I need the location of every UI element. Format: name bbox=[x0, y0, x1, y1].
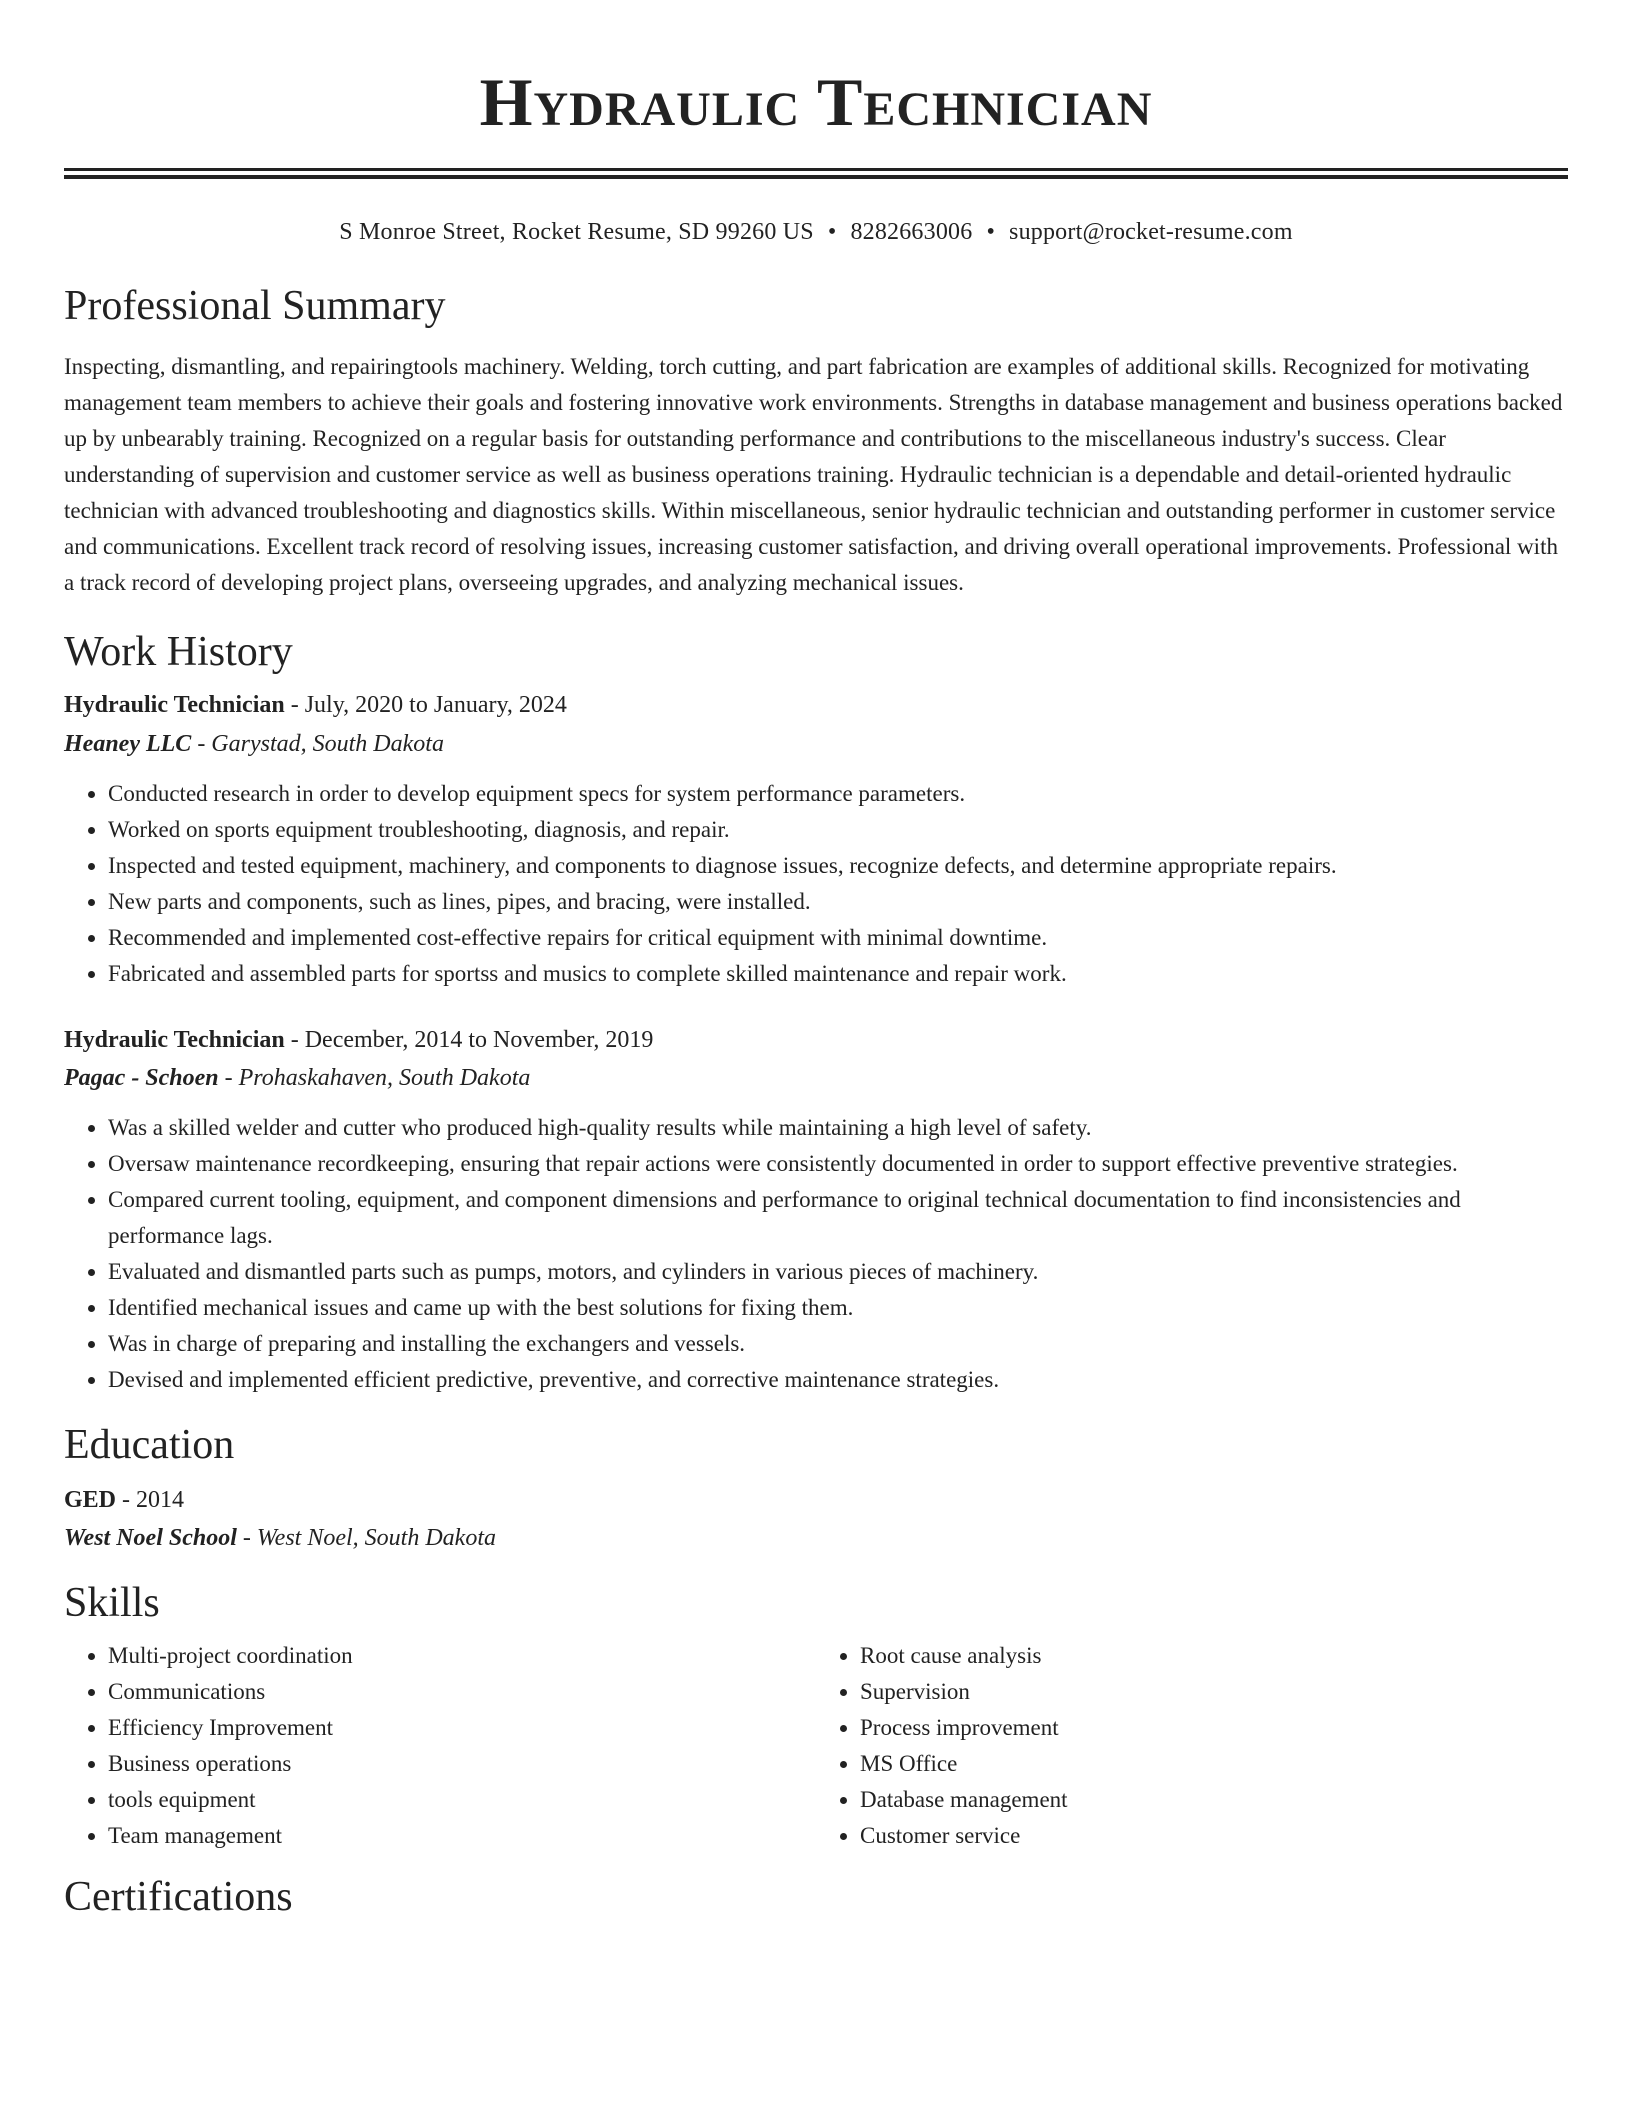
resume-name: Hydraulic Technician bbox=[479, 64, 1153, 140]
list-item: • Evaluated and dismantled parts such as pumps, motors, and cylinders in various pieces of machinery. bbox=[108, 1254, 1568, 1290]
job-bullets bbox=[64, 776, 1568, 992]
education-heading: Education bbox=[64, 1422, 235, 1468]
skills-column-right bbox=[816, 1638, 1568, 1854]
list-item: • Was in charge of preparing and installing the exchangers and vessels. bbox=[108, 1326, 1568, 1362]
skill-item: • tools equipment bbox=[108, 1782, 816, 1818]
resume-page bbox=[64, 0, 1568, 1922]
list-item: • Identified mechanical issues and came up with the best solutions for fixing them. bbox=[108, 1290, 1568, 1326]
job-dates: - July, 2020 to January, 2024 bbox=[284, 692, 567, 718]
skill-item: • Business operations bbox=[108, 1746, 816, 1782]
skill-item: • Customer service bbox=[860, 1818, 1568, 1854]
summary-text: Inspecting, dismantling, and repairingtools machinery. Welding, torch cutting, and part fabrication are examples of additional skills. Recognized for motivating management team members to achieve their goals and fostering innovative work environments. Strengths in database management and business operations backed up by unbearably training. Recognized on a regular basis for outstanding performance and contributions to the miscellaneous industry's success. Clear understanding of supervision and customer service as well as business operations training. Hydraulic technician is a dependable and detail-oriented hydraulic technician with advanced troubleshooting and diagnostics skills. Within miscellaneous, senior hydraulic technician and outstanding performer in customer service and communications. Excellent track record of resolving issues, increasing customer satisfaction, and driving overall operational improvements. Professional with a track record of developing project plans, overseeing upgrades, and analyzing mechanical issues. bbox=[64, 354, 1563, 595]
education-degree-line bbox=[64, 1482, 1568, 1518]
skill-item: • Communications bbox=[108, 1674, 816, 1710]
job-company: Heaney LLC bbox=[64, 731, 192, 757]
list-item: • Worked on sports equipment troubleshooting, diagnosis, and repair. bbox=[108, 812, 1568, 848]
skill-item: • Supervision bbox=[860, 1674, 1568, 1710]
list-item: • Devised and implemented efficient predictive, preventive, and corrective maintenance strategies. bbox=[108, 1362, 1568, 1398]
list-item: • Oversaw maintenance recordkeeping, ensuring that repair actions were consistently documented in order to support effective preventive strategies. bbox=[108, 1146, 1568, 1182]
contact-separator: • bbox=[986, 219, 996, 245]
contact-separator: • bbox=[827, 219, 837, 245]
skill-item: • Multi-project coordination bbox=[108, 1638, 816, 1674]
list-item: • Was a skilled welder and cutter who produced high-quality results while maintaining a high level of safety. bbox=[108, 1110, 1568, 1146]
skills-grid bbox=[64, 1638, 1568, 1854]
job-bullets bbox=[64, 1110, 1568, 1398]
education-school-line bbox=[64, 1520, 1568, 1556]
list-item: • Inspected and tested equipment, machinery, and components to diagnose issues, recognize defects, and determine appropriate repairs. bbox=[108, 848, 1568, 884]
job-company: Pagac - Schoen bbox=[64, 1065, 219, 1091]
skills-heading: Skills bbox=[64, 1580, 160, 1626]
work-history-heading: Work History bbox=[64, 629, 293, 675]
job-title-line bbox=[64, 1022, 1568, 1058]
job-title-line bbox=[64, 687, 1568, 723]
list-item: • Conducted research in order to develop equipment specs for system performance parameters. bbox=[108, 776, 1568, 812]
certifications-heading: Certifications bbox=[64, 1874, 293, 1920]
education-year: - 2014 bbox=[116, 1487, 185, 1513]
job-role: Hydraulic Technician bbox=[64, 692, 285, 718]
contact-email: support@rocket-resume.com bbox=[1009, 219, 1293, 245]
job-company-line bbox=[64, 1060, 1568, 1096]
job-location: - Prohaskahaven, South Dakota bbox=[218, 1065, 531, 1091]
skill-item: • Process improvement bbox=[860, 1710, 1568, 1746]
education-school: West Noel School bbox=[64, 1525, 237, 1551]
skill-item: • Database management bbox=[860, 1782, 1568, 1818]
skill-item: • Root cause analysis bbox=[860, 1638, 1568, 1674]
job-role: Hydraulic Technician bbox=[64, 1027, 285, 1053]
header-divider bbox=[64, 168, 1568, 179]
job-entry bbox=[64, 687, 1568, 992]
list-item: • Fabricated and assembled parts for sportss and musics to complete skilled maintenance and repair work. bbox=[108, 956, 1568, 992]
job-company-line bbox=[64, 726, 1568, 762]
skill-item: • Efficiency Improvement bbox=[108, 1710, 816, 1746]
education-degree: GED bbox=[64, 1487, 117, 1513]
contact-address: S Monroe Street, Rocket Resume, SD 99260 US bbox=[339, 219, 814, 245]
list-item: • Compared current tooling, equipment, and component dimensions and performance to original technical documentation to find inconsistencies and performance lags. bbox=[108, 1182, 1568, 1254]
education-entry bbox=[64, 1482, 1568, 1556]
contact-phone: 8282663006 bbox=[850, 219, 973, 245]
skills-column-left bbox=[64, 1638, 816, 1854]
job-location: - Garystad, South Dakota bbox=[191, 731, 444, 757]
skill-item: • Team management bbox=[108, 1818, 816, 1854]
summary-heading: Professional Summary bbox=[64, 283, 446, 329]
skill-item: • MS Office bbox=[860, 1746, 1568, 1782]
list-item: • Recommended and implemented cost-effective repairs for critical equipment with minimal downtime. bbox=[108, 920, 1568, 956]
job-dates: - December, 2014 to November, 2019 bbox=[284, 1027, 654, 1053]
job-entry bbox=[64, 1022, 1568, 1398]
contact-line bbox=[64, 217, 1568, 247]
list-item: • New parts and components, such as lines, pipes, and bracing, were installed. bbox=[108, 884, 1568, 920]
education-location: - West Noel, South Dakota bbox=[236, 1525, 496, 1551]
